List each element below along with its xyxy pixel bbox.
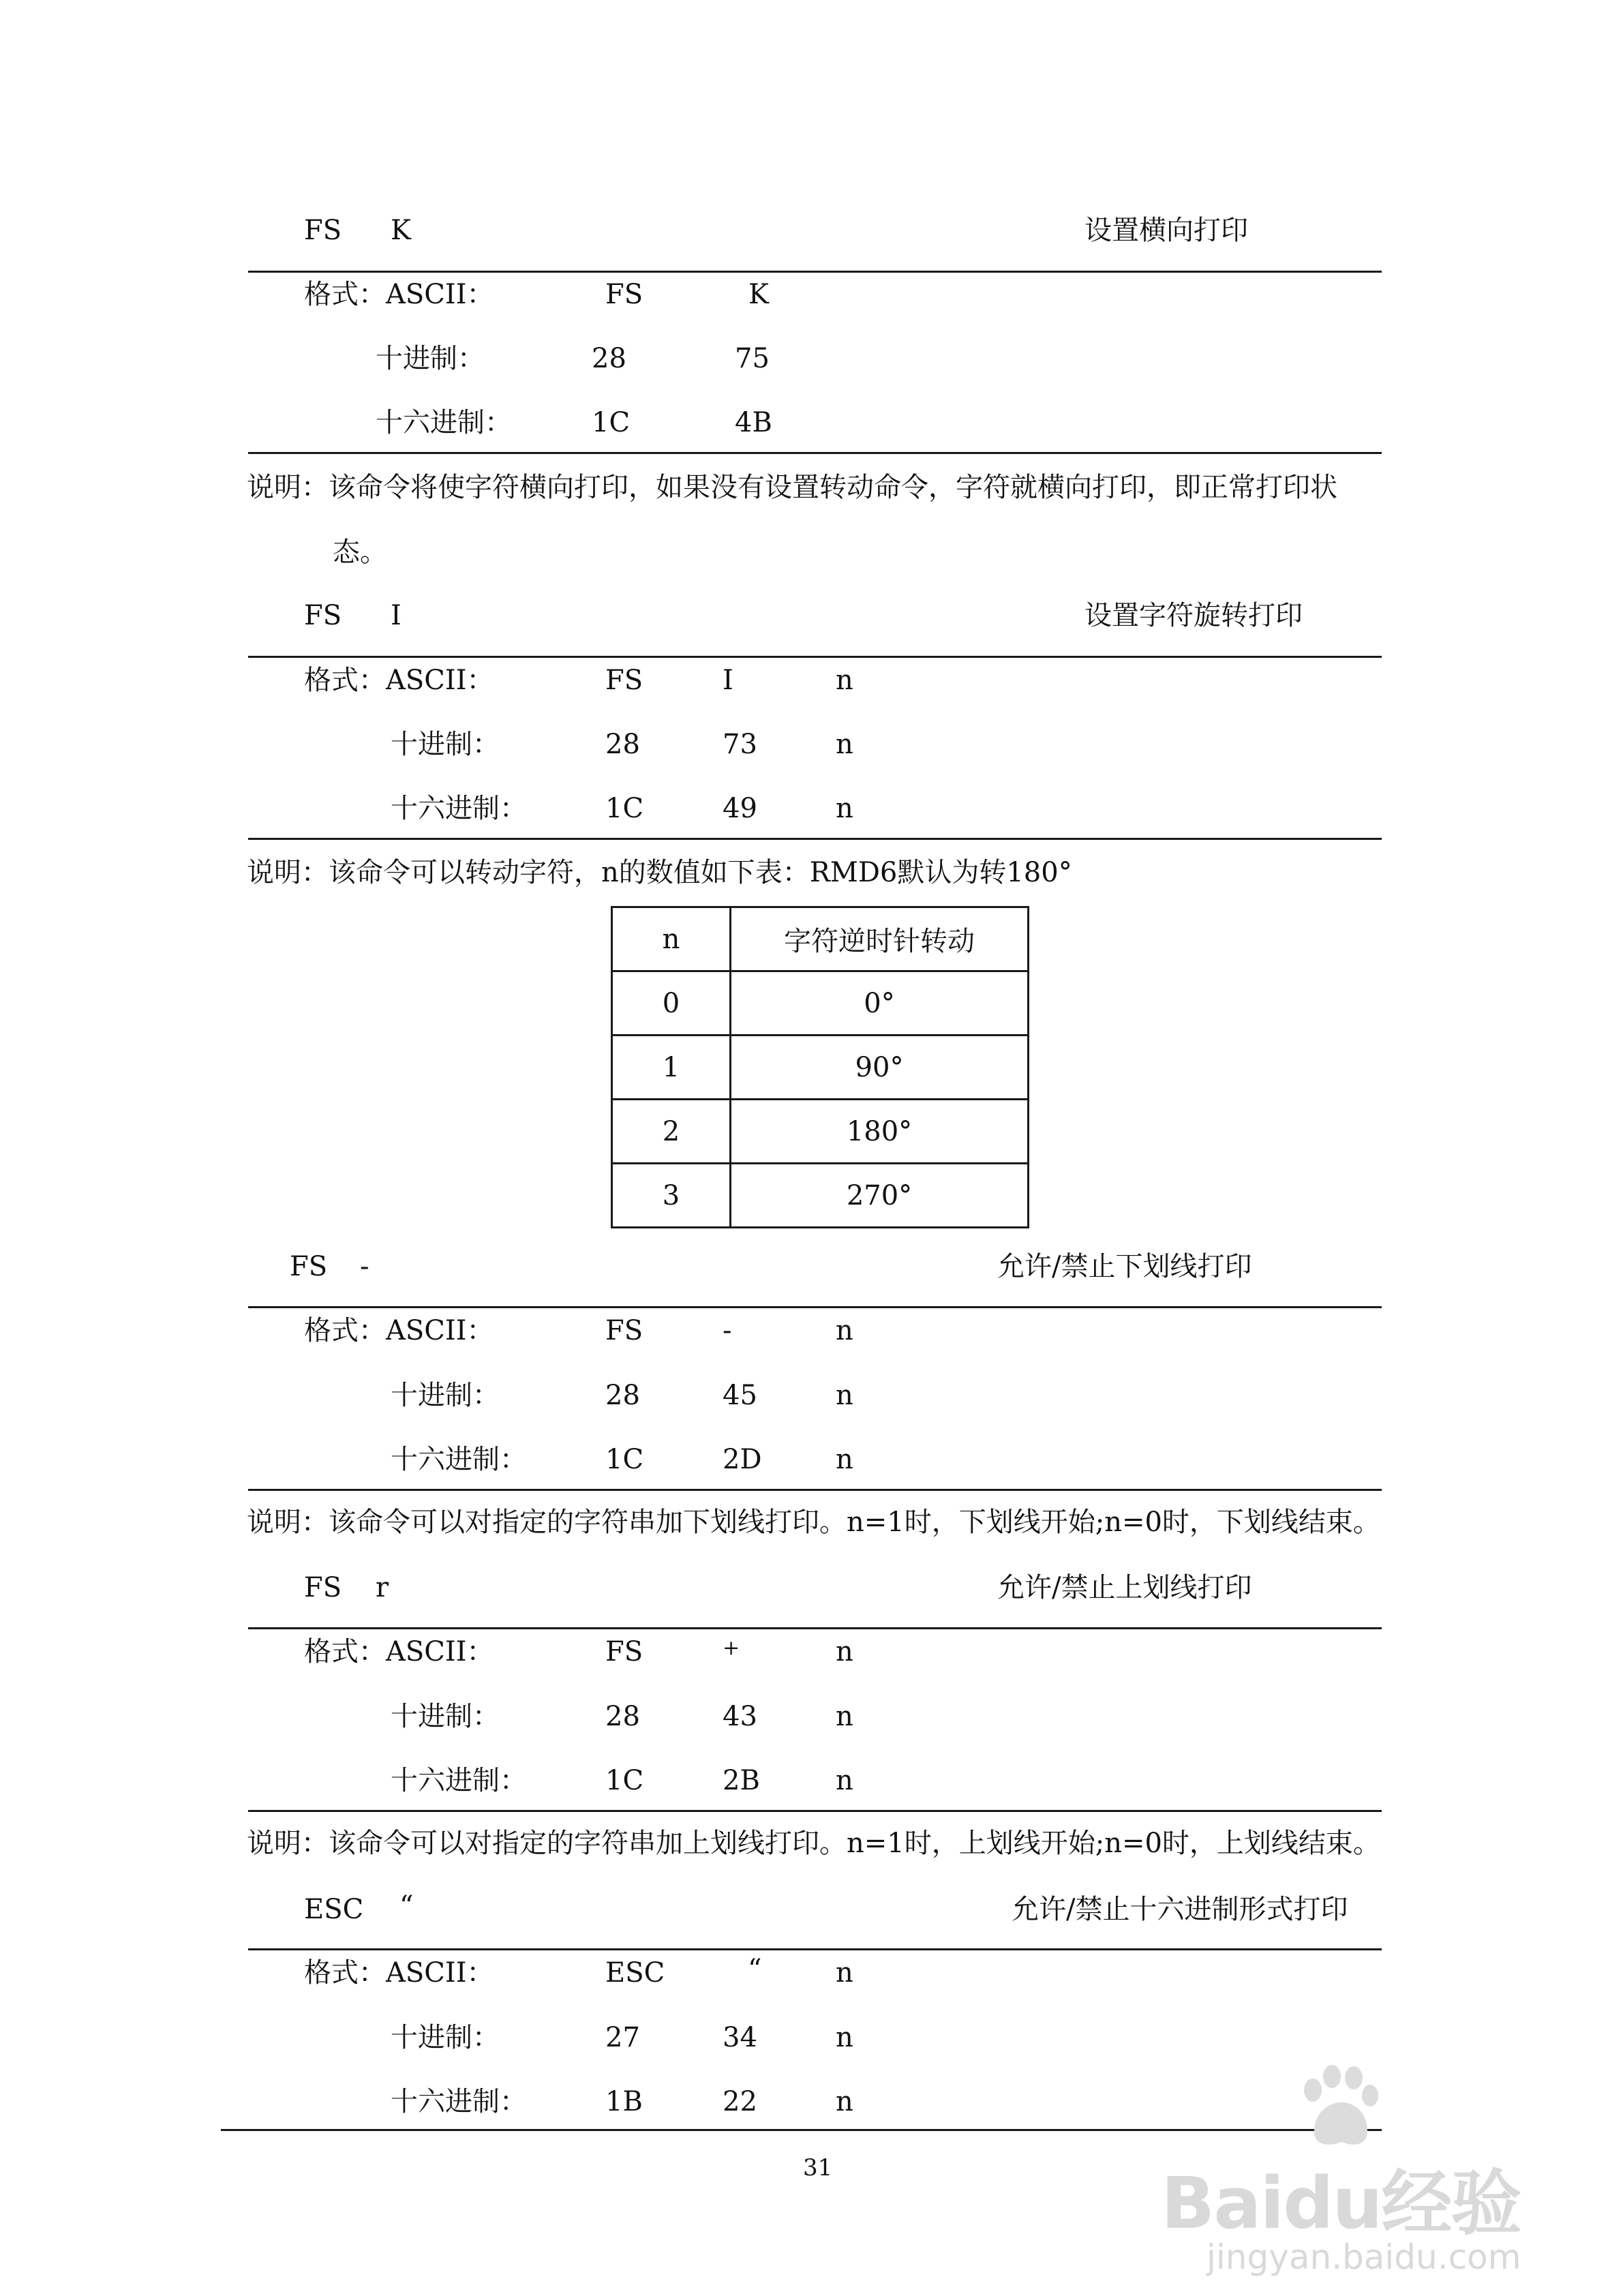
hex-value: 2B [723,1765,760,1796]
hex-label: 十六进制： [391,1444,527,1475]
hex-value: n [836,2086,853,2117]
decimal-value: 28 [592,343,626,374]
decimal-label: 十进制： [391,729,500,760]
divider [248,1810,1382,1812]
decimal-value: 34 [723,2022,757,2053]
command-name: FS [304,1572,342,1603]
description: 说明：该命令可以对指定的字符串加上划线打印。n=1时，上划线开始;n=0时，上划线结束。 [247,1828,1380,1859]
divider [248,1306,1382,1308]
baidu-paw-icon [1287,2057,1389,2160]
divider [248,1489,1382,1491]
table-cell: 90° [731,1036,1029,1100]
ascii-value: + [723,1636,740,1660]
description: 说明：该命令将使字符横向打印，如果没有设置转动命令，字符就横向打印，即正常打印状 [247,472,1337,503]
decimal-label: 十进制： [391,1380,500,1411]
divider [248,1627,1382,1629]
format-label: 格式：ASCII： [304,665,494,696]
command-arg: “ [399,1890,414,1922]
decimal-label: 十进制： [391,1701,500,1732]
table-cell: 3 [612,1164,731,1228]
table-cell: 180° [731,1100,1029,1164]
table-row [612,1036,1029,1100]
table-cell: 1 [612,1036,731,1100]
hex-value: 1C [605,793,644,824]
decimal-value: 28 [605,1701,640,1732]
ascii-value: FS [605,665,643,696]
command-title: 设置横向打印 [1084,215,1248,246]
divider [248,271,1382,273]
command-title: 设置字符旋转打印 [1084,600,1303,631]
watermark-url: jingyan.baidu.com [1207,2237,1521,2277]
format-label: 格式：ASCII： [304,1957,494,1989]
hex-label: 十六进制： [376,407,512,438]
divider [248,838,1382,840]
decimal-value: n [836,729,853,760]
command-arg: K [391,215,411,246]
format-label: 格式：ASCII： [304,1636,494,1667]
table-cell: 0 [612,971,731,1036]
decimal-value: 45 [723,1380,757,1411]
ascii-value: “ [748,1954,762,1985]
ascii-value: ESC [605,1957,665,1989]
hex-value: n [836,1444,853,1475]
decimal-value: 75 [735,343,770,374]
divider [221,2129,1382,2131]
divider [248,1948,1382,1950]
decimal-value: 27 [605,2022,640,2053]
hex-value: 49 [723,793,757,824]
table-cell: 270° [731,1164,1029,1228]
command-name: FS [304,600,342,631]
command-name: FS [290,1251,328,1282]
table-cell: 2 [612,1100,731,1164]
hex-value: 1B [605,2086,643,2117]
ascii-value: n [836,1315,853,1346]
hex-label: 十六进制： [391,793,527,824]
ascii-value: I [723,665,733,696]
ascii-value: FS [605,1315,643,1346]
description-continuation: 态。 [333,537,387,568]
watermark-brand: Baidu经验 [1161,2162,1521,2245]
rotation-table [611,906,1029,1228]
hex-value: 1C [605,1765,644,1796]
command-title: 允许/禁止下划线打印 [997,1251,1252,1282]
ascii-value: FS [605,1636,643,1667]
page-number: 31 [803,2154,833,2181]
table-header-n: n [612,907,731,971]
command-name: ESC [304,1894,364,1925]
ascii-value: n [836,1636,853,1667]
description: 说明：该命令可以对指定的字符串加下划线打印。n=1时，下划线开始;n=0时，下划线结束。 [247,1507,1380,1538]
table-header-row [612,907,1029,971]
decimal-value: 28 [605,1380,640,1411]
decimal-label: 十进制： [391,2022,500,2053]
decimal-value: n [836,1701,853,1732]
hex-value: n [836,793,853,824]
decimal-value: 28 [605,729,640,760]
table-row [612,1164,1029,1228]
command-title: 允许/禁止十六进制形式打印 [1012,1894,1348,1925]
hex-value: 22 [723,2086,757,2117]
table-cell: 0° [731,971,1029,1036]
command-arg: r [376,1572,389,1603]
hex-value: n [836,1765,853,1796]
ascii-value: K [748,279,769,310]
hex-value: 2D [723,1444,762,1475]
decimal-label: 十进制： [376,343,485,374]
command-arg: I [391,600,401,631]
table-header-rotation: 字符逆时针转动 [731,907,1029,971]
hex-value: 1C [592,407,631,438]
format-label: 格式：ASCII： [304,1315,494,1346]
hex-value: 1C [605,1444,644,1475]
command-arg: - [360,1251,369,1282]
divider [248,656,1382,658]
decimal-value: n [836,1380,853,1411]
hex-label: 十六进制： [391,2086,527,2117]
ascii-value: - [723,1315,732,1346]
table-row [612,1100,1029,1164]
ascii-value: n [836,1957,853,1989]
table-row [612,971,1029,1036]
description: 说明：该命令可以转动字符，n的数值如下表：RMD6默认为转180° [247,857,1072,888]
hex-label: 十六进制： [391,1765,527,1796]
decimal-value: 73 [723,729,757,760]
decimal-value: n [836,2022,853,2053]
divider [248,452,1382,454]
command-name: FS [304,215,342,246]
decimal-value: 43 [723,1701,757,1732]
ascii-value: FS [605,279,643,310]
command-title: 允许/禁止上划线打印 [997,1572,1252,1603]
ascii-value: n [836,665,853,696]
hex-value: 4B [735,407,772,438]
format-label: 格式：ASCII： [304,279,494,310]
